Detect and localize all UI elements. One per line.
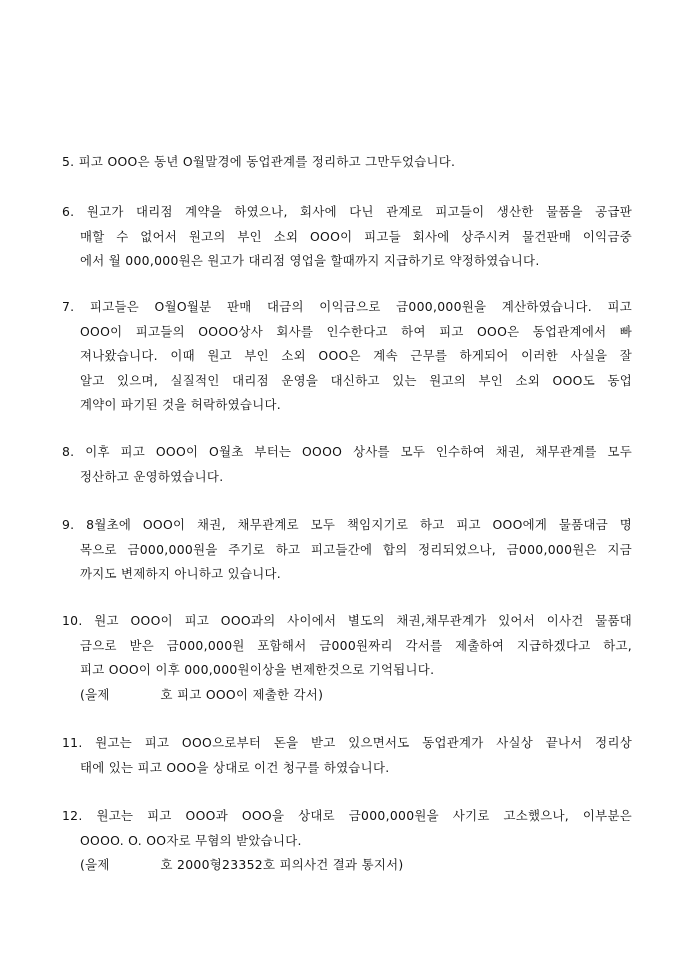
paragraph-line: 까지도 변제하지 아니하고 있습니다. [80, 566, 281, 581]
paragraph-line: 12. 원고는 피고 OOO과 OOO을 상대로 금000,000원을 사기로 고소했으나, 이부분은 [62, 808, 632, 823]
paragraph-line: 알고 있으며, 실질적인 대리점 운영을 대신하고 있는 원고의 부인 소외 OOO도 동업 [80, 372, 632, 388]
paragraph-7 [62, 295, 632, 418]
paragraph-10 [62, 609, 632, 707]
paragraph-line: 6. 원고가 대리점 계약을 하였으나, 회사에 다닌 관계로 피고들이 생산한 물품을 공급판 [62, 204, 632, 219]
paragraph-line: 금으로 받은 금000,000원 포함해서 금000원짜리 각서를 제출하여 지급하겠다고 하고, [80, 637, 632, 653]
paragraph-9 [62, 513, 632, 587]
paragraph-8 [62, 440, 632, 489]
paragraph-line: 10. 원고 OOO이 피고 OOO과의 사이에서 별도의 채권,채무관계가 있어서 이사건 물품대 [62, 613, 632, 628]
exhibit-reference: (을제 호 2000형23352호 피의사건 결과 통지서) [80, 857, 404, 872]
exhibit-reference: (을제 호 피고 OOO이 제출한 각서) [80, 686, 324, 702]
paragraph-line: 9. 8월초에 OOO이 채권, 채무관계로 모두 책임지기로 하고 피고 OOO에게 물품대금 명 [62, 517, 632, 532]
paragraph-line: 계약이 파기된 것을 허락하였습니다. [80, 397, 281, 412]
paragraph-line: 7. 피고들은 O월O월분 판매 대금의 이익금으로 금000,000원을 계산하였습니다. 피고 [62, 299, 632, 314]
paragraph-6 [62, 200, 632, 274]
paragraph-line: 에서 월 000,000원은 원고가 대리점 영업을 할때까지 지급하기로 약정하였습니다. [80, 253, 540, 268]
paragraph-11 [62, 731, 632, 780]
paragraph-line: OOO이 피고들의 OOOO상사 회사를 인수한다고 하여 피고 OOO은 동업관계에서 빠 [80, 323, 632, 339]
paragraph-5 [62, 150, 632, 175]
paragraph-line: 5. 피고 OOO은 동년 O월말경에 동업관계를 정리하고 그만두었습니다. [62, 154, 456, 169]
paragraph-line: 11. 원고는 피고 OOO으로부터 돈을 받고 있으면서도 동업관계가 사실상 끝나서 정리상 [62, 735, 632, 750]
paragraph-12 [62, 804, 632, 878]
paragraph-line: 정산하고 운영하였습니다. [80, 468, 224, 484]
paragraph-line: 8. 이후 피고 OOO이 O월초 부터는 OOOO 상사를 모두 인수하여 채권, 채무관계를 모두 [62, 444, 632, 459]
paragraph-line: 매할 수 없어서 원고의 부인 소외 OOO이 피고들 회사에 상주시켜 물건판매 이익금중 [80, 228, 632, 244]
paragraph-line: 목으로 금000,000원을 주기로 하고 피고들간에 합의 정리되었으나, 금000,000원은 지금 [80, 541, 632, 557]
paragraph-line: 져나왔습니다. 이때 원고 부인 소외 OOO은 계속 근무를 하게되어 이러한 사실을 잘 [80, 348, 632, 363]
paragraph-line: 피고 OOO이 이후 000,000원이상을 변제한것으로 기억됩니다. [80, 662, 435, 677]
paragraph-line: 태에 있는 피고 OOO을 상대로 이건 청구를 하였습니다. [80, 759, 390, 775]
paragraph-line: OOOO. O. OO자로 무혐의 받았습니다. [80, 832, 302, 848]
